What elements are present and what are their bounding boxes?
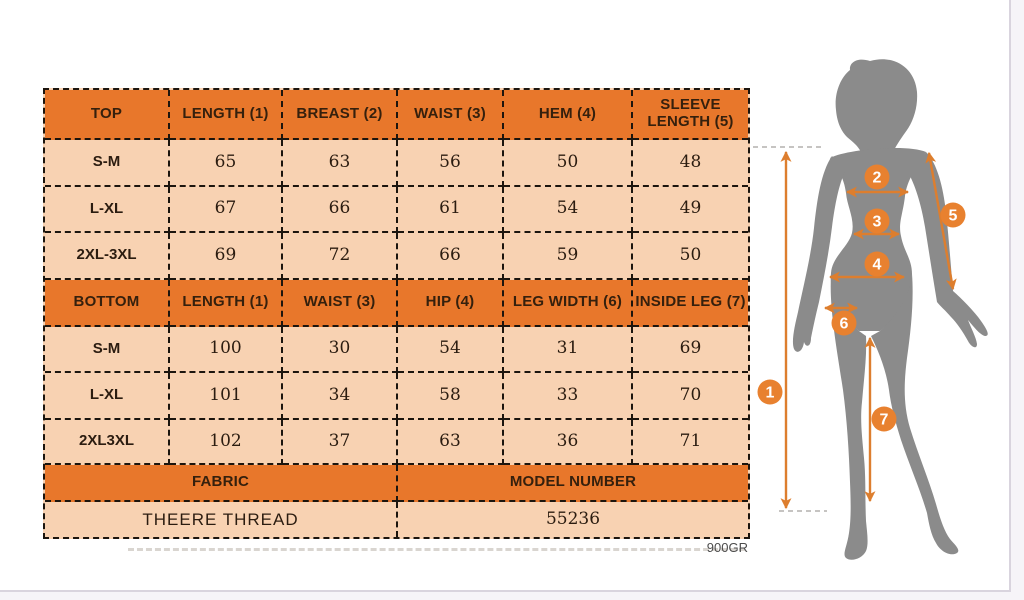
value-cell: 56 — [398, 140, 504, 187]
value-cell: 50 — [504, 140, 633, 187]
value-cell: 66 — [398, 233, 504, 280]
measure-badge-number-4: 4 — [872, 256, 882, 274]
measure-badge-number-5: 5 — [948, 207, 958, 225]
column-header-cell: LENGTH (1) — [170, 90, 283, 140]
value-cell: 69 — [633, 327, 748, 373]
row-label-cell: L-XL — [45, 187, 170, 233]
silhouette-head — [836, 59, 918, 152]
table-shadow-line — [128, 548, 745, 551]
value-cell: 67 — [170, 187, 283, 233]
value-cell: 102 — [170, 420, 283, 465]
value-cell: 33 — [504, 373, 633, 420]
female-silhouette — [793, 59, 988, 560]
row-label-cell: S-M — [45, 327, 170, 373]
page-margin-bottom — [0, 592, 1024, 600]
row-label-cell: 2XL-3XL — [45, 233, 170, 280]
column-header-cell: HIP (4) — [398, 280, 504, 327]
value-cell: 70 — [633, 373, 748, 420]
value-cell: 48 — [633, 140, 748, 187]
value-cell: 30 — [283, 327, 398, 373]
row-label-cell: L-XL — [45, 373, 170, 420]
measure-badge-number-2: 2 — [872, 169, 882, 187]
value-cell: 71 — [633, 420, 748, 465]
column-header-cell: BREAST (2) — [283, 90, 398, 140]
value-cell: 49 — [633, 187, 748, 233]
value-cell: 63 — [398, 420, 504, 465]
column-header-cell: WAIST (3) — [398, 90, 504, 140]
value-cell: 34 — [283, 373, 398, 420]
measurement-figure — [740, 30, 1020, 575]
model-number-value-cell: 55236 — [545, 508, 601, 529]
value-cell: 59 — [504, 233, 633, 280]
value-cell: 65 — [170, 140, 283, 187]
column-header-cell: LEG WIDTH (6) — [504, 280, 633, 327]
size-chart-table — [43, 88, 750, 539]
value-cell: 31 — [504, 327, 633, 373]
value-cell: 100 — [170, 327, 283, 373]
measure-badge-number-6: 6 — [839, 315, 849, 333]
row-label-cell: 2XL3XL — [45, 420, 170, 465]
section-header-cell: TOP — [45, 90, 170, 140]
measure-badge-number-1: 1 — [765, 384, 775, 402]
page-margin-right — [1011, 0, 1024, 600]
column-header-cell: SLEEVE LENGTH (5) — [633, 90, 748, 140]
column-header-cell: HEM (4) — [504, 90, 633, 140]
value-cell: 72 — [283, 233, 398, 280]
column-header-cell: INSIDE LEG (7) — [633, 280, 748, 327]
row-label-cell: S-M — [45, 140, 170, 187]
value-cell: 101 — [170, 373, 283, 420]
value-cell: 69 — [170, 233, 283, 280]
measure-badge-number-7: 7 — [879, 411, 889, 429]
column-header-cell: LENGTH (1) — [170, 280, 283, 327]
silhouette-right-arm — [908, 152, 988, 347]
value-cell: 66 — [283, 187, 398, 233]
value-cell: 37 — [283, 420, 398, 465]
model-number-label-cell: MODEL NUMBER — [398, 465, 748, 502]
value-cell: 50 — [633, 233, 748, 280]
fabric-label-cell: FABRIC — [45, 465, 398, 502]
value-cell: 54 — [398, 327, 504, 373]
fabric-value-cell: THEERE THREAD — [45, 502, 398, 537]
value-cell: 54 — [504, 187, 633, 233]
measure-badge-number-3: 3 — [872, 213, 882, 231]
value-cell: 58 — [398, 373, 504, 420]
value-cell: 36 — [504, 420, 633, 465]
section-header-cell: BOTTOM — [45, 280, 170, 327]
column-header-cell: WAIST (3) — [283, 280, 398, 327]
value-cell: 63 — [283, 140, 398, 187]
weight-note: 900GR — [706, 540, 748, 555]
value-cell: 61 — [398, 187, 504, 233]
